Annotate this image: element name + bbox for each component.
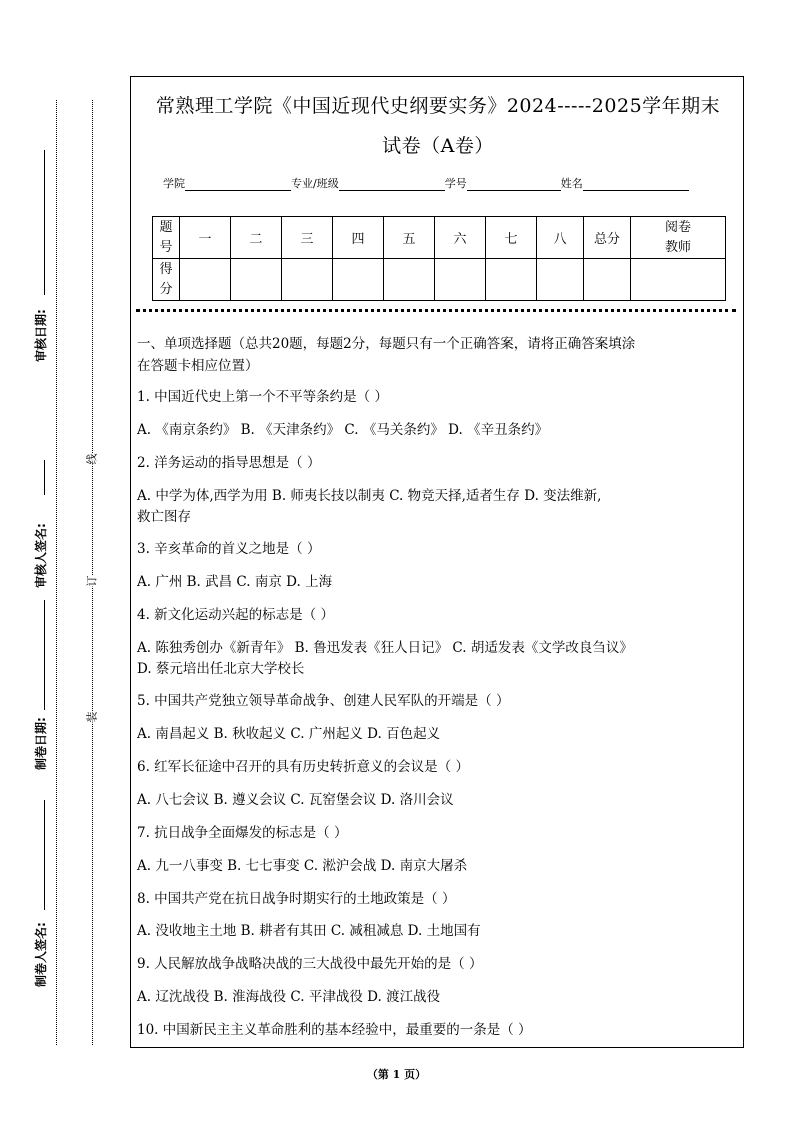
name-label: 姓名 <box>560 177 583 190</box>
question-stem: 8. 中国共产党在抗日战争时期实行的土地政策是（ ） <box>137 891 456 907</box>
major-class-label: 专业/班级 <box>291 177 339 190</box>
exam-frame <box>130 76 744 1048</box>
col-header: 六 <box>435 217 486 259</box>
binding-dotted-line-inner <box>92 100 93 1045</box>
question-options: A. 陈独秀创办《新青年》 B. 鲁迅发表《狂人日记》 C. 胡适发表《文学改良刍议》 <box>137 640 633 656</box>
question-options: A. 广州 B. 武昌 C. 南京 D. 上海 <box>137 574 333 590</box>
question-options: A. 南昌起义 B. 秋收起义 C. 广州起义 D. 百色起义 <box>137 726 441 742</box>
question-options: A. 中学为体,西学为用 B. 师夷长技以制夷 C. 物竞天择,适者生存 D. 变法维新, <box>137 488 602 504</box>
exam-title-line1: 常熟理工学院《中国近现代史纲要实务》2024-----2025学年期末 <box>155 95 721 117</box>
review-date-label: 审核日期: <box>34 309 48 362</box>
student-info-row <box>163 175 689 191</box>
student-id-blank[interactable] <box>467 178 561 191</box>
score-table-score-row <box>153 259 726 301</box>
score-cell[interactable] <box>435 259 486 301</box>
score-cell[interactable] <box>384 259 435 301</box>
section1-heading-line2: 在答题卡相应位置） <box>137 358 259 374</box>
score-table-header-row <box>153 217 726 259</box>
grader-header-a: 阅卷 <box>664 219 691 235</box>
question-options: A. 没收地主土地 B. 耕者有其田 C. 减租减息 D. 土地国有 <box>137 923 481 939</box>
question-number-header <box>153 217 180 259</box>
college-label: 学院 <box>163 177 185 190</box>
grader-cell[interactable] <box>631 259 726 301</box>
cut-mark-line: 线 <box>83 454 101 465</box>
score-row-header-b: 分 <box>159 281 173 297</box>
question-options-cont: 救亡图存 <box>137 509 191 525</box>
question-options: A. 辽沈战役 B. 淮海战役 C. 平津战役 D. 渡江战役 <box>137 989 441 1005</box>
college-blank[interactable] <box>185 178 291 191</box>
score-cell-total[interactable] <box>584 259 631 301</box>
question-stem: 2. 洋务运动的指导思想是（ ） <box>137 455 321 471</box>
question-stem: 9. 人民解放战争战略决战的三大战役中最先开始的是（ ） <box>137 956 483 972</box>
name-blank[interactable] <box>583 178 689 191</box>
exam-title-line2: 试卷（A卷） <box>382 135 494 157</box>
score-row-header-a: 得 <box>159 261 173 277</box>
review-date-underline <box>44 150 45 295</box>
question-options-cont: D. 蔡元培出任北京大学校长 <box>137 661 305 677</box>
question-options: A. 八七会议 B. 遵义会议 C. 瓦窑堡会议 D. 洛川会议 <box>137 792 454 808</box>
cut-mark-bind: 订 <box>83 576 101 587</box>
question-stem: 3. 辛亥革命的首义之地是（ ） <box>137 541 321 557</box>
reviewer-sign-label: 审核人签名: <box>34 523 48 588</box>
question-number-header-b: 号 <box>159 239 173 255</box>
major-class-blank[interactable] <box>339 178 445 191</box>
make-date-label: 制卷日期: <box>34 717 48 770</box>
page-number: （第 1 页） <box>366 1068 427 1081</box>
col-header: 一 <box>180 217 231 259</box>
col-header: 八 <box>537 217 584 259</box>
col-header-total: 总分 <box>584 217 631 259</box>
question-stem: 6. 红军长征途中召开的具有历史转折意义的会议是（ ） <box>137 759 469 775</box>
col-header: 七 <box>486 217 537 259</box>
score-cell[interactable] <box>333 259 384 301</box>
cut-mark-mount: 装 <box>83 712 101 723</box>
section1-heading-line1: 一、单项选择题（总共20题，每题2分，每题只有一个正确答案，请将正确答案填涂 <box>137 336 636 352</box>
question-stem: 4. 新文化运动兴起的标志是（ ） <box>137 607 334 623</box>
question-stem: 5. 中国共产党独立领导革命战争、创建人民军队的开端是（ ） <box>137 693 510 709</box>
score-row-header <box>153 259 180 301</box>
question-options: A. 九一八事变 B. 七七事变 C. 淞沪会战 D. 南京大屠杀 <box>137 858 468 874</box>
binding-dotted-line-outer <box>56 100 57 1045</box>
score-cell[interactable] <box>231 259 282 301</box>
maker-sign-underline <box>44 800 45 910</box>
question-stem: 10. 中国新民主主义革命胜利的基本经验中，最重要的一条是（ ） <box>137 1022 532 1038</box>
col-header: 五 <box>384 217 435 259</box>
maker-sign-label: 制卷人签名: <box>34 922 48 987</box>
score-cell[interactable] <box>180 259 231 301</box>
question-number-header-a: 题 <box>159 219 173 235</box>
student-id-label: 学号 <box>444 177 467 190</box>
score-cell[interactable] <box>486 259 537 301</box>
question-stem: 1. 中国近代史上第一个不平等条约是（ ） <box>137 389 388 405</box>
grader-header-b: 教师 <box>664 239 691 255</box>
question-options: A. 《南京条约》 B. 《天津条约》 C. 《马关条约》 D. 《辛丑条约》 <box>137 422 549 438</box>
col-header: 三 <box>282 217 333 259</box>
score-table <box>152 216 726 301</box>
col-header: 二 <box>231 217 282 259</box>
score-cell[interactable] <box>282 259 333 301</box>
make-date-underline <box>44 600 45 710</box>
question-stem: 7. 抗日战争全面爆发的标志是（ ） <box>137 825 348 841</box>
section-separator <box>136 309 736 312</box>
grader-header <box>631 217 726 259</box>
score-cell[interactable] <box>537 259 584 301</box>
col-header: 四 <box>333 217 384 259</box>
reviewer-sign-underline <box>44 460 45 495</box>
